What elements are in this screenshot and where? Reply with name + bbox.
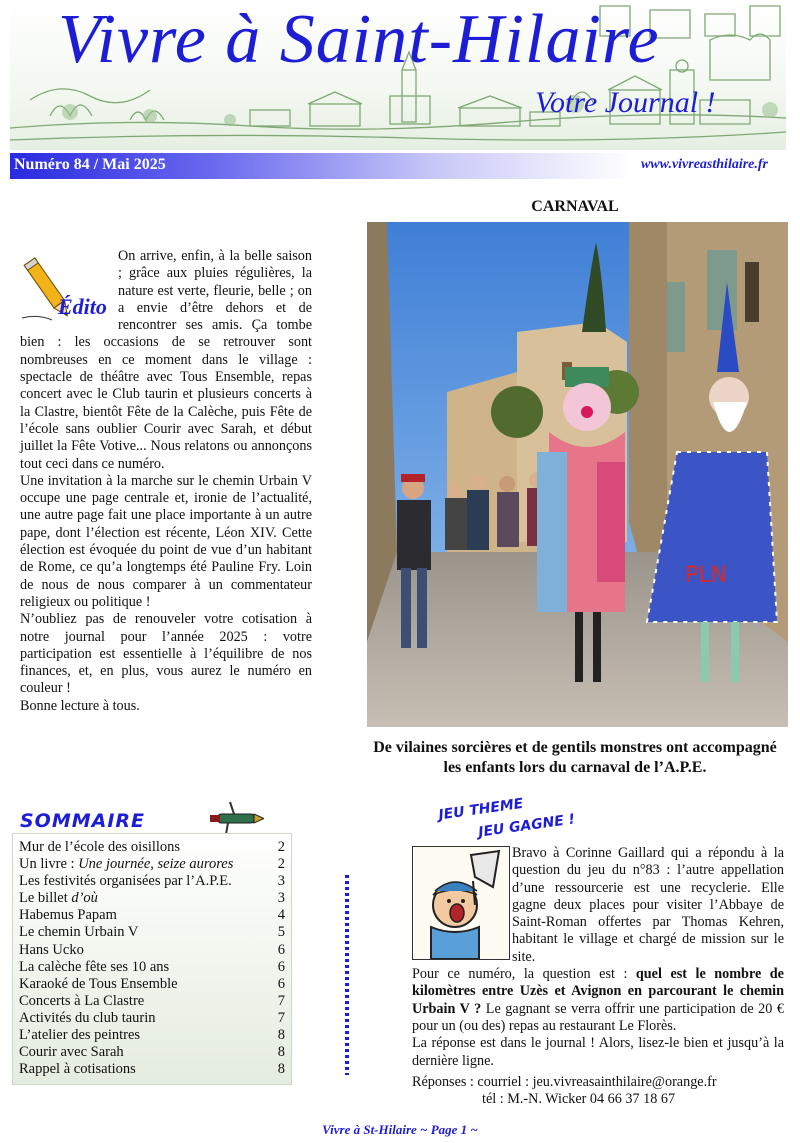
sommaire-item: [19, 942, 285, 959]
journal-title: Vivre à Saint-Hilaire: [58, 1, 660, 78]
jeu-question-after: Le gagnant se verra offrir une participation de 20 € pour un (ou des) repas au restaurant Le Florès.: [412, 1000, 784, 1034]
banner-text: PLN: [685, 563, 727, 588]
sommaire-item-title: [19, 942, 84, 959]
sommaire-item-title: [19, 856, 233, 873]
sommaire-item-text: Habemus Papam: [19, 907, 117, 924]
sommaire-item-page: 7: [277, 992, 285, 1009]
sommaire-title: SOMMAIRE: [20, 810, 146, 832]
masthead: [10, 0, 786, 150]
jeu-title-line1: JEU THEME: [437, 795, 525, 824]
sommaire-item-title: [19, 1010, 156, 1027]
sommaire-item: [19, 890, 285, 907]
jeu-question-intro: Pour ce numéro, la question est :: [412, 966, 636, 983]
edito-paragraph: N’oubliez pas de renouveler votre cotisation à notre journal pour l’année 2025 : votre participation est essentielle à l’équilibre de nos finances, et, en plus, vous aurez le numéro en couleur !: [20, 611, 312, 697]
sommaire-item-title: [19, 976, 178, 993]
edito-paragraph: Une invitation à la marche sur le chemin Urbain V occupe une page centrale et, ironie de l’actualité, une autre page fait une place importante à un autre pape, dont l’élection est récente, Léon XIV. Cette élection est évoquée du point de vue d’un habitant de Rome, ce qu’a longtemps été Pauline Fry. Loin de nous de nous comparer à un commentateur religieux ou politique !: [20, 472, 312, 610]
sommaire-item-page: 3: [277, 890, 285, 907]
sommaire-item-page: 4: [277, 907, 285, 924]
sommaire-item-page: 6: [277, 975, 285, 992]
edito-paragraph: Bonne lecture à tous.: [20, 697, 140, 714]
issue-number: Numéro 84 / Mai 2025: [14, 156, 166, 173]
sommaire-item-text: Le chemin Urbain V: [19, 924, 139, 941]
sommaire-item-text: La calèche fête ses 10 ans: [19, 958, 170, 975]
jeu-text: [412, 845, 784, 1070]
sommaire-item-page: 2: [277, 856, 285, 873]
sommaire-item-text: Mur de l’école des oisillons: [19, 839, 181, 855]
sommaire-item: [19, 856, 285, 873]
sommaire-item-text: Rappel à cotisations: [19, 1061, 136, 1078]
sommaire-item-title: [19, 1061, 136, 1078]
sommaire-item-page: 7: [277, 1009, 285, 1026]
carnaval-title: CARNAVAL: [531, 198, 619, 215]
jeu-title-line2: JEU GAGNE !: [477, 811, 577, 841]
sommaire-item-text: Karaoké de Tous Ensemble: [19, 975, 178, 992]
sommaire-item: [19, 907, 285, 924]
edito-paragraph: On arrive, enfin, à la belle saison ; grâce aux pluies régulières, la nature est verte, fleurie, belle ; on a envie d’être dehors et de rencontrer ses amis. Ça tombe bien : les occasions de se retrouver sont nombreuses en ce moment dans le village : spectacle de théâtre avec Tous Ensemble, repas concert avec le Club taurin et plusieurs concerts à la Clastre, bientôt Fête de la Calèche, puis Fête de l’école sans oublier Courir avec Sarah, et début juillet la Fête Votive... Nous relatons ou annonçons tout ceci dans ce numéro.: [20, 248, 312, 472]
sommaire-item: [19, 1061, 285, 1078]
carnaval-caption: De vilaines sorcières et de gentils monstres ont accompagné les enfants lors du carnaval de l’A.P.E.: [373, 739, 777, 776]
sommaire-item-page: 5: [277, 924, 285, 941]
dotted-divider: [345, 875, 349, 1075]
sommaire-item-title: [19, 907, 117, 924]
sommaire-item: [19, 959, 285, 976]
edito-label: Édito: [58, 294, 107, 319]
sommaire-item: [19, 1044, 285, 1061]
sommaire-item-italic: d’où: [71, 890, 98, 907]
contact-email[interactable]: Réponses : courriel : jeu.vivreasainthilaire@orange.fr: [412, 1074, 717, 1090]
sommaire-item-title: [19, 839, 180, 856]
sommaire-item-title: [19, 1044, 124, 1061]
sommaire-item: [19, 924, 285, 941]
sommaire-item-title: [19, 1027, 140, 1044]
sommaire-item-text: Activités du club taurin: [19, 1009, 156, 1026]
issue-bar: [10, 153, 786, 179]
sommaire-item-page: 6: [277, 958, 285, 975]
sommaire-item: [19, 1010, 285, 1027]
sommaire-item: [19, 993, 285, 1010]
sommaire-item: [19, 1027, 285, 1044]
sommaire-item: [19, 873, 285, 890]
jeu-question: quel est le nombre de kilomètres entre Uzès et Avignon en parcourant le chemin Urbain V ?: [412, 966, 784, 1017]
sommaire-item-title: [19, 959, 169, 976]
sommaire-item-page: 2: [277, 839, 285, 855]
website-link[interactable]: www.vivreasthilaire.fr: [640, 157, 768, 172]
jeu-paragraph: La réponse est dans le journal ! Alors, lisez-le bien et jusqu’à la dernière ligne.: [412, 1035, 784, 1069]
edito-header: [20, 248, 116, 330]
sommaire-item: [19, 839, 285, 856]
journal-subtitle: Votre Journal !: [535, 86, 716, 119]
carnaval-photo: [367, 222, 788, 727]
fountain-pen-icon: [208, 798, 264, 838]
contact-phone: tél : M.-N. Wicker 04 66 37 18 67: [482, 1091, 676, 1108]
sommaire-item-page: 3: [277, 873, 285, 890]
sommaire-item-title: [19, 873, 232, 890]
sommaire-header: [12, 803, 162, 833]
sommaire-item-title: [19, 993, 144, 1010]
sommaire-item-text: Hans Ucko: [19, 941, 84, 958]
page-footer: Vivre à St-Hilaire ~ Page 1 ~: [322, 1122, 478, 1137]
sommaire-item-title: [19, 890, 98, 907]
sommaire-list: [19, 839, 285, 1078]
sommaire-item-page: 8: [277, 1027, 285, 1044]
jeu-contact: [412, 1074, 784, 1109]
sommaire-item-page: 8: [277, 1061, 285, 1078]
jeu-question-paragraph: [412, 966, 784, 1035]
sommaire-box: [12, 833, 292, 1085]
jeu-header: [437, 795, 577, 841]
sommaire-item-text: Le billet: [19, 890, 72, 907]
sommaire-item-page: 8: [277, 1044, 285, 1061]
sommaire-item-text: Un livre :: [19, 856, 79, 873]
sommaire-item: [19, 976, 285, 993]
sommaire-item-text: L’atelier des peintres: [19, 1027, 141, 1044]
sommaire-item-text: Les festivités organisées par l’A.P.E.: [19, 873, 232, 890]
edito-section: [20, 248, 312, 715]
sommaire-item-text: Courir avec Sarah: [19, 1044, 124, 1061]
sommaire-item-text: Concerts à La Clastre: [19, 992, 145, 1009]
sommaire-item-title: [19, 924, 138, 941]
jeu-paragraph: Bravo à Corinne Gaillard qui a répondu à la question du jeu du n°83 : l’autre appellation d’une ressourcerie est une recyclerie. Elle gagne deux places pour visiter l’Abbaye de Saint-Roman offertes par Thomas Kehren, habitant le village et chargé de mission sur le site.: [512, 845, 784, 965]
sommaire-item-italic: Une journée, seize aurores: [78, 856, 234, 873]
sommaire-item-page: 6: [277, 941, 285, 958]
